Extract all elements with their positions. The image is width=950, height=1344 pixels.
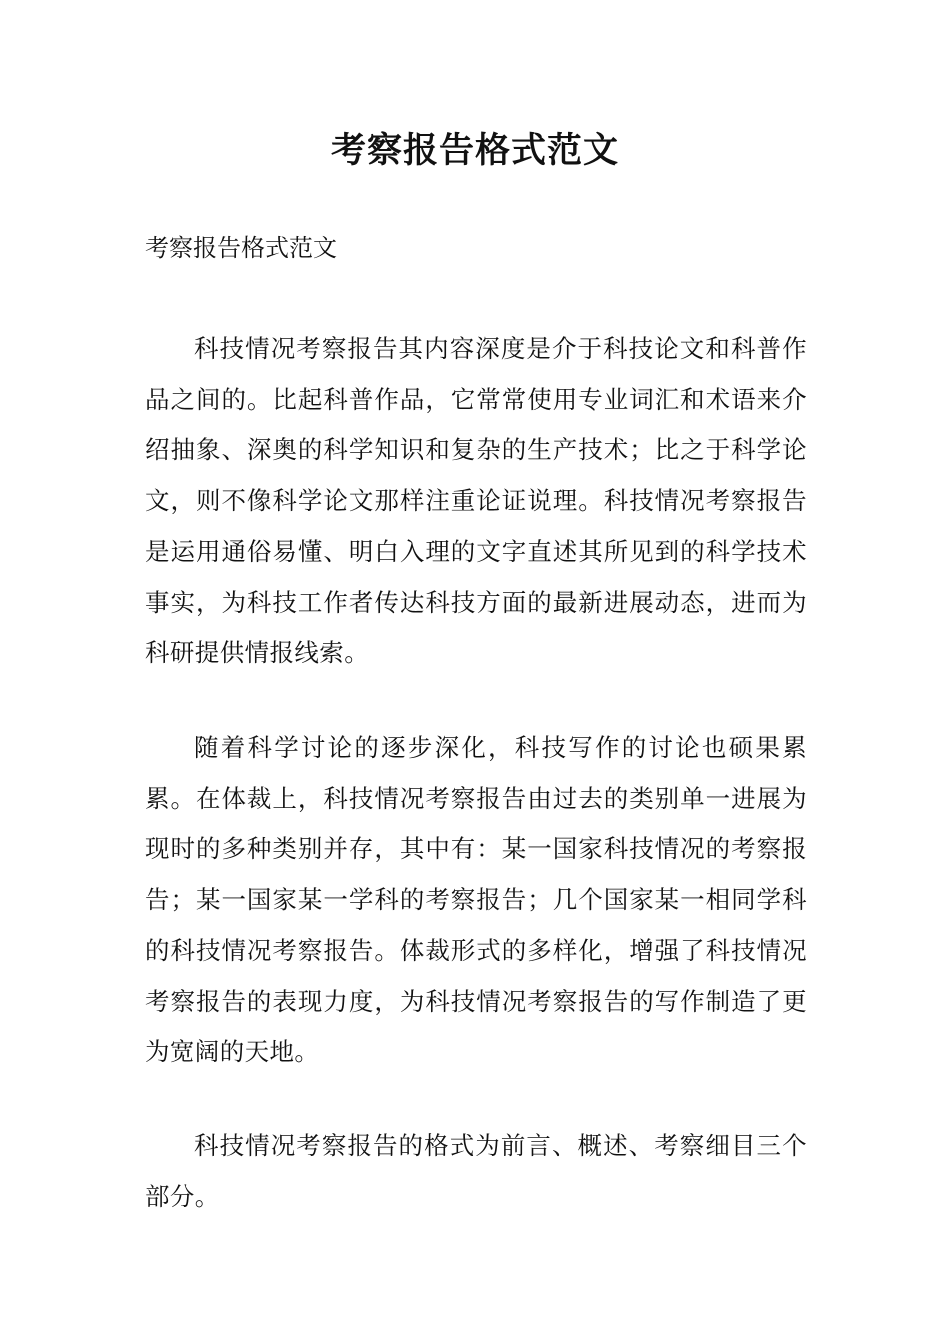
- document-title: 考察报告格式范文: [330, 131, 619, 171]
- paragraph-2: 随着科学讨论的逐步深化，科技写作的讨论也硕果累累。在体裁上，科技情况考察报告由过去的类别单一进展为现时的多种类别并存，其中有：某一国家科技情况的考察报告；某一国家某一学科的考察报告；几个国家某一相同学科的科技情况考察报告。体裁形式的多样化，增强了科技情况考察报告的表现力度，为科技情况考察报告的写作制造了更为宽阔的天地。: [145, 733, 807, 1067]
- document-subtitle: 考察报告格式范文: [145, 234, 337, 262]
- paragraph-3: 科技情况考察报告的格式为前言、概述、考察细目三个部分。: [145, 1131, 807, 1211]
- paragraph-1: 科技情况考察报告其内容深度是介于科技论文和科普作品之间的。比起科普作品，它常常使用专业词汇和术语来介绍抽象、深奥的科学知识和复杂的生产技术；比之于科学论文，则不像科学论文那样注重论证说理。科技情况考察报告是运用通俗易懂、明白入理的文字直述其所见到的科学技术事实，为科技工作者传达科技方面的最新进展动态，进而为科研提供情报线索。: [145, 334, 807, 668]
